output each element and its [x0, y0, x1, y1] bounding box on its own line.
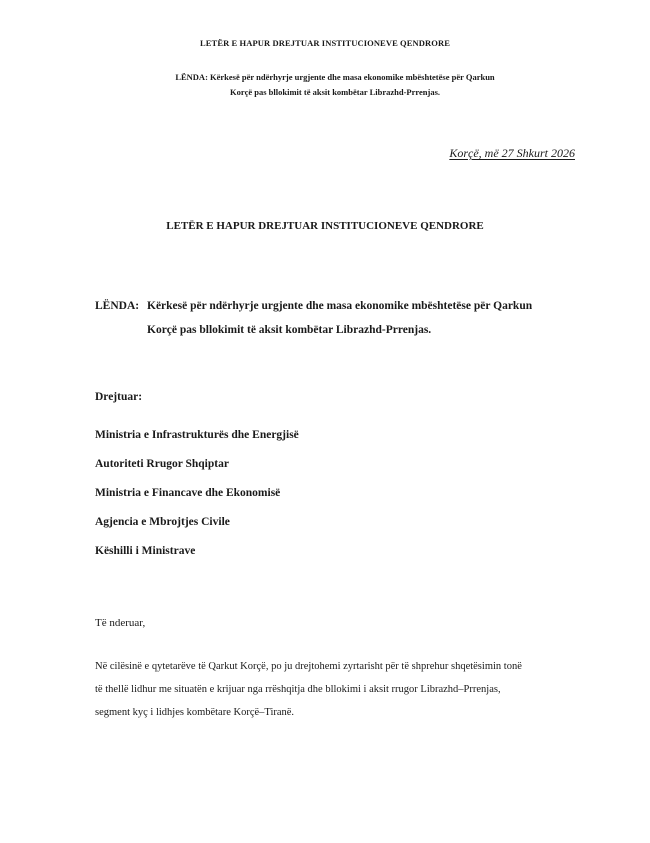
- header-subject: [150, 70, 520, 100]
- greeting: Të nderuar,: [95, 617, 146, 629]
- subject-label: LËNDA:: [95, 300, 140, 312]
- addressed-label: Drejtuar:: [95, 391, 143, 403]
- recipient-list: [95, 428, 299, 573]
- recipient-item: Ministria e Financave dhe Ekonomisë: [95, 487, 281, 499]
- header-subject-line1: LËNDA: Kërkesë për ndërhyrje urgjente dhe masa ekonomike mbështetëse për Qarkun: [175, 72, 495, 82]
- letter-subject: [95, 294, 595, 342]
- recipient-item: Këshilli i Ministrave: [95, 545, 196, 557]
- recipient-item: Agjencia e Mbrojtjes Civile: [95, 516, 230, 528]
- body-paragraph: [95, 655, 585, 724]
- body-line3: segment kyç i lidhjes kombëtare Korçë–Tiranë.: [95, 707, 295, 718]
- body-line2: të thellë lidhur me situatën e krijuar nga rrëshqitja dhe bllokimi i aksit rrugor Librazhd–Prrenjas,: [95, 684, 501, 695]
- letter-date: Korçë, më 27 Shkurt 2026: [449, 146, 575, 160]
- recipient-item: Ministria e Infrastrukturës dhe Energjisë: [95, 429, 299, 441]
- subject-line1: Kërkesë për ndërhyrje urgjente dhe masa ekonomike mbështetëse për Qarkun: [147, 300, 533, 312]
- subject-line2: Korçë pas bllokimit të aksit kombëtar Librazhd-Prrenjas.: [147, 324, 432, 336]
- header-title: LETËR E HAPUR DREJTUAR INSTITUCIONEVE QENDRORE: [200, 38, 450, 48]
- letter-title: LETËR E HAPUR DREJTUAR INSTITUCIONEVE QENDRORE: [166, 220, 484, 232]
- recipient-item: Autoriteti Rrugor Shqiptar: [95, 458, 229, 470]
- header-subject-line2: Korçë pas bllokimit të aksit kombëtar Librazhd-Prrenjas.: [229, 87, 441, 97]
- body-line1: Në cilësinë e qytetarëve të Qarkut Korçë, po ju drejtohemi zyrtarisht për të shprehur shqetësimin tonë: [95, 661, 522, 672]
